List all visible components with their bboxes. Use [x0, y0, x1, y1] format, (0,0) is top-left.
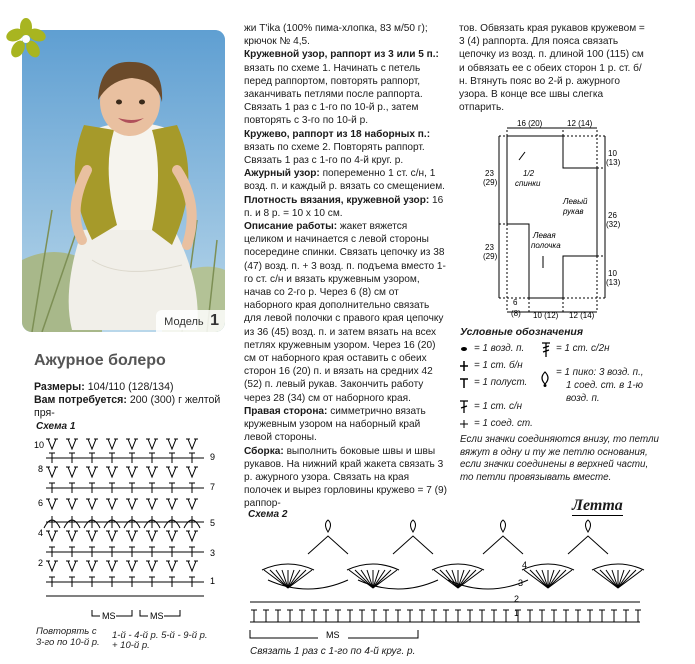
instructions-column-middle [244, 22, 449, 511]
v-stitch [46, 439, 58, 449]
assembly-text: выполнить боковые швы и швы рукавов. На нижний край жакета связать 3 р. ажурного узора. Связать на края полочек и вырез горловины кружево = 7 (9) раппор- [244, 445, 447, 510]
fan-arc [592, 564, 644, 570]
fan-ray [536, 570, 548, 588]
v-stitch [86, 439, 98, 449]
model-number: 1 [210, 312, 219, 329]
dc-stitch-row1 [479, 610, 485, 622]
row-label-8: 8 [38, 464, 44, 474]
dim-right-c2: (13) [606, 278, 621, 287]
picot [326, 520, 331, 532]
dc-stitch-row1 [551, 610, 557, 622]
dc-stitch-row1 [299, 610, 305, 622]
dc-stitch-row1 [563, 610, 569, 622]
row-label-1: 1 [210, 576, 216, 586]
fan-ray [594, 570, 618, 588]
v-stitch [186, 561, 198, 571]
fan-ray [349, 570, 373, 588]
legend-dc: = 1 ст. с/н [474, 401, 523, 412]
schema1-chart [32, 432, 227, 632]
legend-chain: = 1 возд. п. [474, 343, 525, 354]
v-stitch [146, 439, 158, 449]
row-label-5: 5 [210, 518, 216, 528]
dc-stitch-row1 [491, 610, 497, 622]
legend-picot-2: 1 соед. ст. в 1-ю [566, 380, 644, 391]
fan-ray [548, 570, 560, 588]
dc-stitch-row1 [275, 610, 281, 622]
fan-ray [446, 570, 458, 588]
repeat-note: Повторять с 3-го по 10-й р. [36, 626, 100, 648]
hdc-symbol-icon [458, 377, 470, 389]
label-sleeve-2: рукав [563, 207, 584, 216]
v-stitch [106, 561, 118, 571]
v-stitch [106, 499, 118, 509]
fan-ray [434, 570, 458, 588]
v-stitch [86, 499, 98, 509]
v-stitch [46, 561, 58, 571]
legend-note: Если значки соединяются внизу, то петли вяжут в одну и ту же петлю основания, если значки соединены в верхней части, то петли провязывать вместе. [460, 434, 659, 483]
chain-symbol-icon [458, 343, 470, 355]
ms-label-2: MS [150, 611, 164, 621]
signature: Летта [572, 497, 623, 514]
dc-stitch-row1 [611, 610, 617, 622]
dim-left-a2: (29) [483, 178, 498, 187]
dc-stitch-row1 [419, 610, 425, 622]
v-stitch [146, 531, 158, 541]
v-stitch [166, 561, 178, 571]
v-stitch [66, 499, 78, 509]
sizes-value: 104/110 (128/134) [87, 381, 174, 393]
description-title: Описание работы: [244, 221, 338, 233]
dc-stitch-row1 [455, 610, 461, 622]
yarn-text: жи T'ika (100% пима-хлопка, 83 м/50 г); крючок № 4,5. [244, 23, 428, 48]
label-front-2: полочка [531, 241, 561, 250]
label-back-1: 1/2 [523, 169, 535, 178]
fan-ray [548, 570, 572, 588]
assembly-title: Сборка: [244, 445, 284, 457]
v-stitch [186, 531, 198, 541]
dim-right-c: 10 [608, 269, 617, 278]
legend-hdc: = 1 полуст. [474, 377, 528, 388]
sizes-block [34, 381, 234, 420]
dc-stitch-row1 [575, 610, 581, 622]
dc-stitch-row1 [287, 610, 293, 622]
lace1-title: Кружевной узор, раппорт из 3 или 5 п.: [244, 49, 439, 61]
density-text: 16 п. и 8 р. = 10 х 10 см. [244, 194, 444, 219]
label-back-2: спинки [515, 179, 541, 188]
dc-stitch-row1 [539, 610, 545, 622]
dc-stitch-row1 [431, 610, 437, 622]
v-stitch [126, 467, 138, 477]
dc-stitch-row1 [251, 610, 257, 622]
v-stitch [106, 531, 118, 541]
lace2-text: вязать по схеме 2. Повторять раппорт. Связать 1 раз с 1-го по 4-й круг. р. [244, 141, 425, 167]
pattern-schematic [459, 120, 634, 320]
dc-stitch-row1 [467, 610, 473, 622]
fan-ray [606, 570, 618, 588]
model-photo [22, 30, 225, 332]
v-stitch [106, 439, 118, 449]
dim-right-a2: (13) [606, 158, 621, 167]
photo-illustration [22, 30, 225, 332]
pattern-outline [507, 136, 597, 298]
dc-stitch-row1 [623, 610, 629, 622]
model-badge [156, 310, 225, 332]
dim-left-b: 23 [485, 243, 494, 252]
row-label-4: 4 [38, 528, 44, 538]
dim-top-a: 16 (20) [517, 120, 543, 128]
fan-ray [373, 570, 385, 588]
picot-stem [568, 536, 608, 554]
schema2-ms-label: MS [326, 630, 340, 640]
dc-symbol-icon [458, 400, 470, 414]
picot-stem [483, 536, 523, 554]
label-sleeve-1: Левый [563, 197, 588, 206]
lace2-title: Кружево, раппорт из 18 наборных п.: [244, 128, 431, 140]
v-stitch [126, 499, 138, 509]
dim-right-a: 10 [608, 149, 617, 158]
schema1-label: Схема 1 [36, 421, 76, 432]
row-label-6: 6 [38, 498, 44, 508]
dim-right-b2: (32) [606, 220, 621, 229]
v-stitch [46, 499, 58, 509]
dc-stitch-row1 [347, 610, 353, 622]
lace1-text: вязать по схеме 1. Начинать с петель перед раппортом, повторять раппорт, заканчивать петлями после раппорта. Связать 1 раз с 1-го по 10-й р., затем повторять с 3-го по 10-й р. [244, 62, 423, 127]
legend-sc: = 1 ст. б/н [474, 360, 523, 371]
legend-picot-1: = 1 пико: 3 возд. п., [556, 367, 644, 378]
v-stitch [166, 499, 178, 509]
row-label-9: 9 [210, 452, 216, 462]
right-side-text: симметрично вязать кружевным узором на наборный край левой стороны. [244, 405, 426, 444]
v-stitch [106, 467, 118, 477]
openwork-text: попеременно 1 ст. с/н, 1 возд. п. и каждый р. вязать со смещением. [244, 168, 445, 193]
legend-slst: = 1 соед. ст. [474, 418, 533, 429]
dc-stitch-row1 [263, 610, 269, 622]
picot [501, 520, 506, 532]
dc-stitch-row1 [407, 610, 413, 622]
v-stitch [66, 561, 78, 571]
v-stitch [86, 531, 98, 541]
scallop-chain [268, 580, 528, 589]
row-note-2: + 10-й р. [112, 640, 150, 651]
v-stitch [146, 561, 158, 571]
dc-stitch-row1 [503, 610, 509, 622]
sc-symbol-icon [458, 360, 470, 372]
fan-ray [524, 570, 548, 588]
schema2-label: Схема 2 [248, 509, 288, 520]
need-value: 200 (300) г желтой пря- [34, 394, 221, 419]
description-text: жакет вяжется целиком и начинается с левой стороны посередине спинки. Связать цепочку из 38 (47) возд. п. + 3 возд. п. подъема вместо 1-го ст. с/н и вязать кружевным узором, начав со 2-го р. Через 6 (8) см от наборного края дополнительно связать для левой полочки с правого края цепочку из 36 (45) возд. п. и затем вязать на всех петлях кружевным узором. Через 16 (20) см от наборного края оставить с обеих сторон 16 (20) п. и вязать на средних 42 (52) п. левый рукав. Закончить работу через 28 (34) см от наборного края. [244, 221, 446, 404]
dim-top-b: 12 (14) [567, 120, 593, 128]
dim-bottom-c: 12 (14) [569, 311, 595, 320]
dc-stitch-row1 [599, 610, 605, 622]
label-front-1: Левая [533, 231, 556, 240]
v-stitch [126, 561, 138, 571]
picot [586, 520, 591, 532]
v-stitch [146, 467, 158, 477]
v-stitch [186, 439, 198, 449]
fan-arc [347, 564, 399, 570]
dc-stitch-row1 [335, 610, 341, 622]
dc-stitch-row1 [635, 610, 641, 622]
slst-symbol-icon [458, 418, 470, 430]
ms-label-1: MS [102, 611, 116, 621]
dim-right-b: 26 [608, 211, 617, 220]
v-stitch [146, 499, 158, 509]
v-stitch [66, 439, 78, 449]
fan-arc [432, 564, 484, 570]
picot-stem [393, 536, 433, 554]
v-stitch [126, 439, 138, 449]
dim-bottom-a: 6 [513, 298, 518, 307]
fan-ray [618, 570, 642, 588]
model-label: Модель [164, 316, 204, 328]
round-label-1: 1 [514, 608, 520, 618]
round-label-3: 3 [518, 578, 524, 588]
dim-bottom-b: 10 (12) [533, 311, 559, 320]
dc-stitch-row1 [527, 610, 533, 622]
page-title: Ажурное болеро [34, 352, 166, 369]
v-stitch [46, 531, 58, 541]
fan-ray [288, 570, 312, 588]
dim-bottom-a2: (8) [511, 309, 521, 318]
openwork-title: Ажурный узор: [244, 168, 320, 180]
fan-ray [373, 570, 397, 588]
density-title: Плотность вязания, кружевной узор: [244, 194, 430, 206]
row-label-3: 3 [210, 548, 216, 558]
row-label-10: 10 [34, 440, 45, 450]
legend-title: Условные обозначения [460, 326, 584, 338]
fan-arc [262, 564, 314, 570]
picot-symbol-icon [538, 370, 552, 388]
v-stitch [186, 499, 198, 509]
dim-left-a: 23 [485, 169, 494, 178]
v-stitch [66, 467, 78, 477]
fan-ray [618, 570, 630, 588]
schema2-chart [248, 518, 648, 648]
dc-stitch-row1 [395, 610, 401, 622]
legend-tr: = 1 ст. с/2н [556, 343, 610, 354]
instructions-column-right [459, 22, 649, 114]
schema2-caption: Связать 1 раз с 1-го по 4-й круг. р. [250, 646, 416, 657]
sizes-label: Размеры: [34, 381, 85, 393]
v-stitch [186, 467, 198, 477]
row-label-7: 7 [210, 482, 216, 492]
row-note-1: 1-й - 4-й р. 5-й - 9-й р. [112, 630, 208, 641]
fan-ray [288, 570, 300, 588]
v-stitch [166, 467, 178, 477]
v-stitch [86, 467, 98, 477]
dc-stitch-row1 [587, 610, 593, 622]
dc-stitch-row1 [443, 610, 449, 622]
dc-stitch-row1 [371, 610, 377, 622]
dc-stitch-row1 [383, 610, 389, 622]
legend-picot-3: возд. п. [566, 393, 600, 404]
dim-left-b2: (29) [483, 252, 498, 261]
v-stitch [86, 561, 98, 571]
picot-stem [308, 536, 348, 554]
need-label: Вам потребуется: [34, 394, 127, 406]
fan-ray [264, 570, 288, 588]
row-label-2: 2 [38, 558, 44, 568]
dc-stitch-row1 [323, 610, 329, 622]
finishing-text: тов. Обвязать края рукавов кружевом = 3 (4) раппорта. Для пояса связать цепочку из возд. п. длиной 100 (115) см и обвязать ее с обеих сторон 1 р. ст. б/н. Втянуть пояс во 2-й р. ажурного узора. В конце все швы слегка отпарить. [459, 23, 645, 114]
v-stitch [126, 531, 138, 541]
dc-stitch-row1 [311, 610, 317, 622]
v-stitch [46, 467, 58, 477]
round-label-4: 4 [522, 560, 528, 570]
v-stitch [66, 531, 78, 541]
fan-arc [522, 564, 574, 570]
dc-stitch-row1 [359, 610, 365, 622]
round-label-2: 2 [514, 594, 520, 604]
right-side-title: Правая сторона: [244, 405, 328, 417]
tr-symbol-icon [540, 342, 552, 358]
v-stitch [166, 439, 178, 449]
v-stitch [166, 531, 178, 541]
flower-icon [6, 18, 46, 58]
picot [411, 520, 416, 532]
